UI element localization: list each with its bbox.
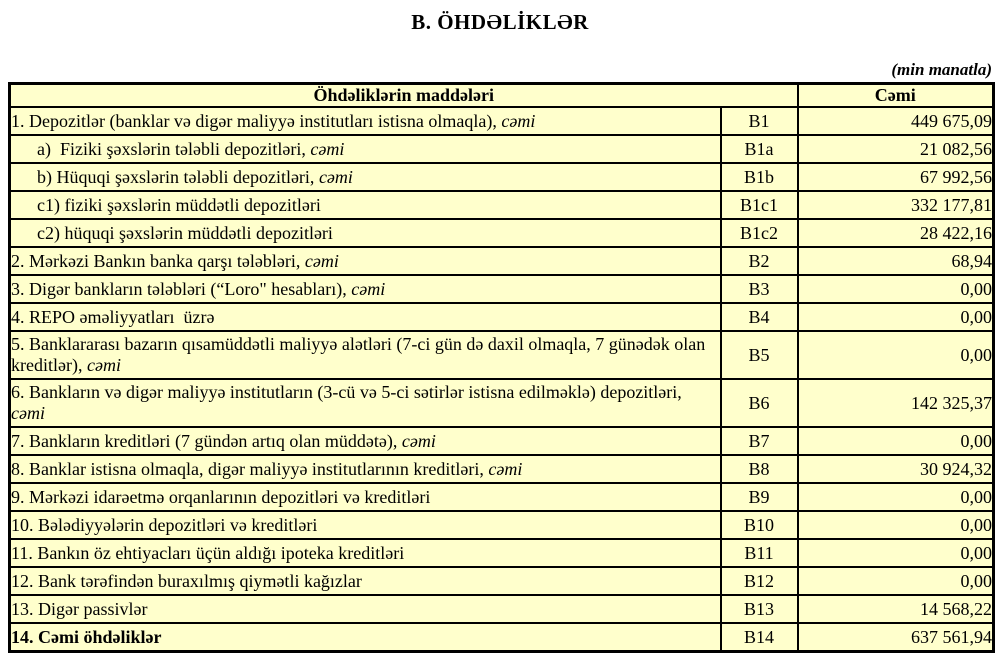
table-row <box>10 163 994 191</box>
row-value: 0,00 <box>798 303 994 331</box>
row-label-italic-suffix: cəmi <box>86 355 121 376</box>
row-label-text: 5. Banklararası bazarın qısamüddətli maliyyə alətləri (7-ci gün də daxil olmaqla, 7 günədək olan kreditlər), <box>11 334 710 376</box>
table-row <box>10 511 994 539</box>
row-label-text: 1. Depozitlər (banklar və digər maliyyə institutları istisna olmaqla), <box>11 110 502 131</box>
row-label-text: 9. Mərkəzi idarəetmə orqanlarının depozitləri və kreditləri <box>11 486 431 507</box>
row-label <box>10 107 721 135</box>
row-label <box>10 163 721 191</box>
row-label <box>10 303 721 331</box>
row-label <box>10 595 721 623</box>
table-header-row <box>10 84 994 108</box>
row-code: B14 <box>721 623 798 651</box>
row-label-italic-suffix: cəmi <box>488 458 523 479</box>
row-code: B2 <box>721 247 798 275</box>
row-label-text: 14. Cəmi öhdəliklər <box>11 626 162 647</box>
row-label-text: 3. Digər bankların tələbləri (“Loro" hesabları), <box>11 278 352 299</box>
row-code: B4 <box>721 303 798 331</box>
row-label-text: 6. Bankların və digər maliyyə institutların (3-cü və 5-ci sətirlər istisna edilməklə) depozitləri, <box>11 382 687 403</box>
table-row <box>10 623 994 651</box>
row-label <box>10 567 721 595</box>
row-label <box>10 331 721 379</box>
row-code: B13 <box>721 595 798 623</box>
row-code: B1c2 <box>721 219 798 247</box>
row-label <box>10 379 721 427</box>
table-row <box>10 539 994 567</box>
table-row <box>10 455 994 483</box>
column-header-total: Cəmi <box>798 84 994 108</box>
row-label <box>10 275 721 303</box>
row-label-italic-suffix: cəmi <box>310 138 345 159</box>
row-value: 0,00 <box>798 567 994 595</box>
row-value: 449 675,09 <box>798 107 994 135</box>
table-row <box>10 275 994 303</box>
page-title: B. ÖHDƏLİKLƏR <box>411 10 589 34</box>
row-code: B5 <box>721 331 798 379</box>
row-label-text: 8. Banklar istisna olmaqla, digər maliyyə institutlarının kreditləri, <box>11 458 489 479</box>
row-label <box>10 483 721 511</box>
row-value: 637 561,94 <box>798 623 994 651</box>
table-row <box>10 247 994 275</box>
row-label <box>10 539 721 567</box>
table-row <box>10 107 994 135</box>
row-code: B1 <box>721 107 798 135</box>
row-label-text: 13. Digər passivlər <box>11 598 148 619</box>
row-label <box>10 511 721 539</box>
table-row <box>10 331 994 379</box>
row-label <box>10 135 721 163</box>
row-label-text: 11. Bankın öz ehtiyacları üçün aldığı ipoteka kreditləri <box>11 542 405 563</box>
row-label-italic-suffix: cəmi <box>401 430 436 451</box>
row-label <box>10 427 721 455</box>
row-value: 0,00 <box>798 511 994 539</box>
row-label-text: c1) fiziki şəxslərin müddətli depozitləri <box>37 194 321 215</box>
row-label-text: 10. Bələdiyyələrin depozitləri və kreditləri <box>11 514 318 535</box>
row-value: 0,00 <box>798 539 994 567</box>
row-code: B10 <box>721 511 798 539</box>
row-value: 0,00 <box>798 331 994 379</box>
table-row <box>10 379 994 427</box>
row-value: 30 924,32 <box>798 455 994 483</box>
row-label <box>10 247 721 275</box>
row-code: B12 <box>721 567 798 595</box>
row-value: 0,00 <box>798 275 994 303</box>
row-label-text: a) Fiziki şəxslərin tələbli depozitləri, <box>37 138 311 159</box>
row-code: B8 <box>721 455 798 483</box>
table-row <box>10 303 994 331</box>
row-code: B1b <box>721 163 798 191</box>
row-value: 28 422,16 <box>798 219 994 247</box>
table-body <box>10 107 994 651</box>
table-row <box>10 595 994 623</box>
row-label-text: 4. REPO əməliyyatları üzrə <box>11 306 215 327</box>
table-row <box>10 567 994 595</box>
row-code: B1a <box>721 135 798 163</box>
row-code: B1c1 <box>721 191 798 219</box>
row-value: 67 992,56 <box>798 163 994 191</box>
row-value: 21 082,56 <box>798 135 994 163</box>
row-value: 68,94 <box>798 247 994 275</box>
row-label-italic-suffix: cəmi <box>318 166 353 187</box>
row-label <box>10 191 721 219</box>
row-value: 14 568,22 <box>798 595 994 623</box>
table-row <box>10 219 994 247</box>
row-value: 332 177,81 <box>798 191 994 219</box>
table-row <box>10 483 994 511</box>
row-value: 0,00 <box>798 427 994 455</box>
row-label-italic-suffix: cəmi <box>501 110 536 131</box>
row-label-text: b) Hüquqi şəxslərin tələbli depozitləri, <box>37 166 319 187</box>
column-header-items: Öhdəliklərin maddələri <box>10 84 798 108</box>
row-code: B11 <box>721 539 798 567</box>
row-label-italic-suffix: cəmi <box>351 278 386 299</box>
row-label-italic-suffix: cəmi <box>11 403 45 424</box>
row-code: B6 <box>721 379 798 427</box>
table-row <box>10 191 994 219</box>
table-row <box>10 427 994 455</box>
table-row <box>10 135 994 163</box>
row-value: 0,00 <box>798 483 994 511</box>
row-label-italic-suffix: cəmi <box>304 250 339 271</box>
row-label-text: 7. Bankların kreditləri (7 gündən artıq olan müddətə), <box>11 430 402 451</box>
row-label <box>10 219 721 247</box>
row-label-text: 2. Mərkəzi Bankın banka qarşı tələbləri, <box>11 250 305 271</box>
row-value: 142 325,37 <box>798 379 994 427</box>
row-code: B7 <box>721 427 798 455</box>
row-label-text: 12. Bank tərəfindən buraxılmış qiymətli kağızlar <box>11 570 362 591</box>
liabilities-table <box>8 82 995 653</box>
row-label <box>10 623 721 651</box>
row-code: B3 <box>721 275 798 303</box>
unit-note: (min manatla) <box>891 60 992 80</box>
row-label <box>10 455 721 483</box>
row-code: B9 <box>721 483 798 511</box>
row-label-text: c2) hüquqi şəxslərin müddətli depozitləri <box>37 222 333 243</box>
